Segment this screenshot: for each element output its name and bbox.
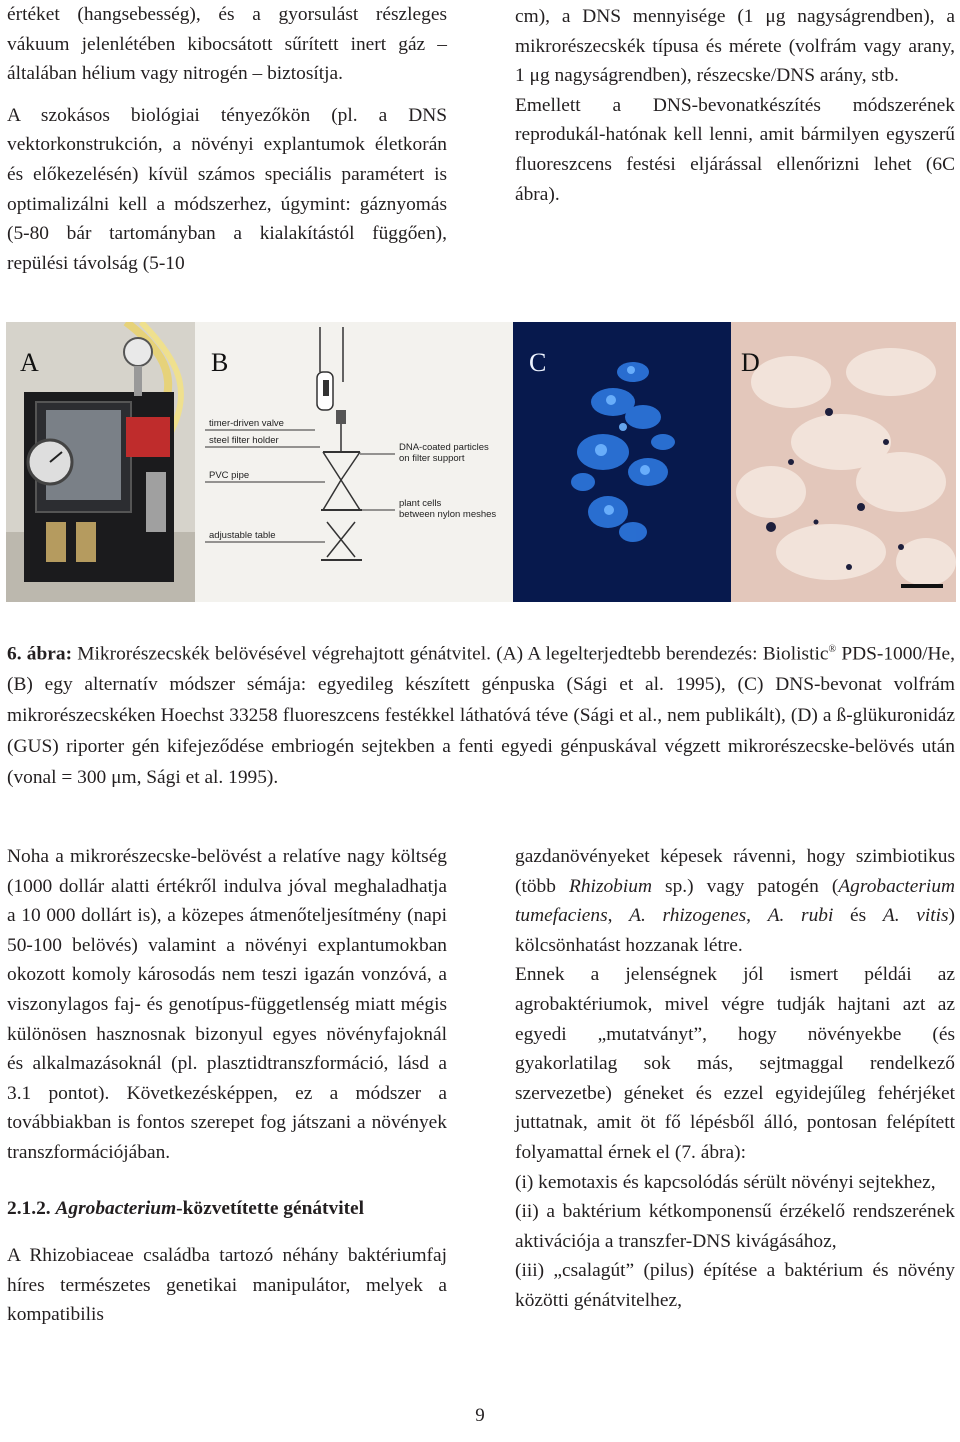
diagram-label-particles-2: on filter support — [399, 453, 465, 464]
species-name: Rhizobium — [569, 875, 652, 897]
figure-panel-b-diagram — [195, 322, 513, 602]
caption-label: 6. ábra: — [7, 643, 73, 665]
list-item: (ii) a baktérium kétkomponensű érzékelő rendszerének aktivációja a transzfer-DNS kivágásához, — [515, 1201, 955, 1252]
diagram-label-table: adjustable table — [209, 530, 276, 541]
diagram-label-pipe: PVC pipe — [209, 470, 250, 481]
species-name: A. rhizogenes — [629, 905, 747, 927]
paragraph: A szokásos biológiai tényezőkön (pl. a DNS vektorkonstrukción, a növényi explantumok életkorán és előkezelésén) kívül számos speciális paramétert is optimalizálni kell a módszerhez, úgymint: gáznyomás (5-80 bár tartományban a kialakítástól függően), repülési távolság (5-10 — [7, 104, 447, 274]
section-number: 2.1.2. — [7, 1197, 56, 1219]
diagram-label-valve: timer-driven valve — [209, 418, 284, 429]
diagram-label-filter-holder: steel filter holder — [209, 435, 279, 446]
panel-label-b: B — [211, 348, 229, 377]
paragraph: Ennek a jelenségnek jól ismert példái az agrobaktériumok, mivel végre tudják hajtani azt az egyedi „mutatványt”, hogy növényekbe (és gyakorlatilag sok más, sejtmaggal rendelkező szervezetbe) géneket és ezzel egyidejűleg fehérjéket juttatnak, amit öt fő lépésből álló, pontosan felépített folyamattal érnek el (7. ábra): — [515, 964, 955, 1163]
text-run: ) kölcsönhatást hozzanak létre. — [515, 905, 955, 956]
paragraph: értéket (hangsebesség), és a gyorsulást részleges vákuum jelenlétében kibocsátott sűrített inert gáz – általában hélium vagy nitrogén – biztosítja. — [7, 4, 447, 85]
text-run: és — [833, 905, 883, 927]
panel-label-a: A — [20, 348, 39, 377]
list-item: (iii) „csalagút” (pilus) építése a baktérium és növény közötti génátvitelhez, — [515, 1260, 955, 1311]
species-name: Agrobacterium tumefaciens — [515, 875, 956, 927]
figure-6 — [6, 322, 956, 602]
figure-caption — [7, 634, 955, 793]
text-run: sp.) vagy patogén ( — [651, 875, 839, 897]
paragraph: cm), a DNS mennyisége (1 μg nagyságrendben), a mikrorészecskék típusa és mérete (volfrám vagy arany, 1 μg nagyságrendben), részecske/DNS arány, stb. — [515, 6, 955, 87]
registered-mark: ® — [828, 644, 837, 655]
diagram-label-cells-2: between nylon meshes — [399, 509, 497, 520]
section-heading — [7, 1194, 447, 1224]
panel-label-d: D — [741, 348, 760, 377]
paragraph: A Rhizobiaceae családba tartozó néhány baktériumfaj híres természetes genetikai manipulátor, melyek a kompatibilis — [7, 1245, 447, 1326]
figure-panel-c-fluorescence — [513, 322, 731, 602]
text-run: , — [746, 905, 768, 927]
bottom-right-column — [515, 842, 955, 1316]
paragraph — [515, 842, 955, 960]
paragraph: Noha a mikrorészecske-belövést a relatíve nagy költség (1000 dollár alatti értékről indulva jóval meghaladhatja a 10 000 dollárt is), a közepes átmenőteljesítmény (napi 50-100 belövés) valamint a növényi explantumokban okozott komoly károsodás nem teszi igazán vonzóvá, a viszonylagos faj- és genotípus-függetlenség miatt mégis különösen hasznosnak bizonyul egyes növényfajoknál és alkalmazásoknál (pl. plasztidtranszformáció, lásd a 3.1 pontot). Következésképpen, ez a módszer a továbbiakban is fontos szerepet fog játszani a növények transzformációjában. — [7, 846, 447, 1163]
list-item: (i) kemotaxis és kapcsolódás sérült növényi sejtekhez, — [515, 1171, 936, 1193]
particle-gun-schematic — [195, 322, 513, 602]
figure-panel-a-photo — [6, 322, 195, 602]
species-name: A. vitis — [882, 905, 949, 927]
diagram-label-particles: DNA-coated particles — [399, 442, 489, 453]
top-right-column — [515, 2, 955, 209]
caption-text: Mikrorészecskék belövésével végrehajtott génátvitel. (A) A legelterjedtebb berendezés: Biolistic — [72, 643, 829, 665]
gus-staining-image — [731, 322, 956, 602]
figure-panel-d-gus — [731, 322, 956, 602]
species-name: A. rubi — [767, 905, 834, 927]
bottom-left-column — [7, 842, 447, 1330]
page-number: 9 — [475, 1405, 485, 1426]
diagram-label-cells: plant cells — [399, 498, 442, 509]
section-heading-rest: -közvetítette génátvitel — [176, 1197, 365, 1219]
caption-text: PDS-1000/He, (B) egy alternatív módszer sémája: egyedileg készített génpuska (Sági et al. 1995), (C) DNS-bevonat volfrám mikrorészecskéken Hoechst 33258 fluoreszcens festékkel láthatóvá téve (Sági et al., nem publikált), (D) a ß-glükuronidáz (GUS) riporter gén kifejeződése embriogén sejtekben a fenti egyedi génpuskával végzett mikrorészecske-belövés után (vonal = 300 μm, Sági et al. 1995). — [7, 643, 955, 789]
paragraph: Emellett a DNS-bevonatkészítés módszerének reprodukál-hatónak kell lenni, amit bármilyen egyszerű fluoreszcens festési eljárással ellenőrizni lehet (6C ábra). — [515, 94, 955, 205]
section-heading-italic: Agrobacterium — [55, 1197, 177, 1219]
top-left-column — [7, 0, 447, 278]
panel-label-c: C — [529, 348, 547, 377]
text-run: , — [607, 905, 630, 927]
text-run: gazdanövényeket képesek rávenni, hogy szimbiotikus (több — [515, 846, 955, 897]
